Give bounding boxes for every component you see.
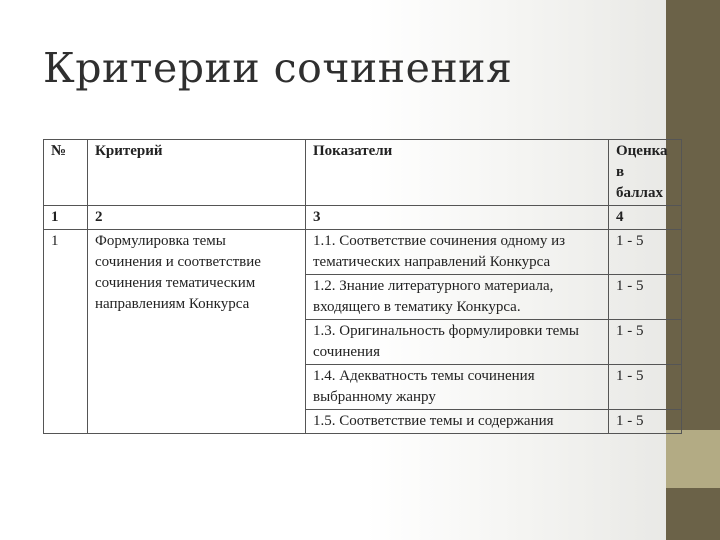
row-number: 1	[44, 230, 88, 434]
indicator-cell	[306, 320, 609, 365]
indicator-cell	[306, 410, 609, 434]
indicator-line: выбранному жанру	[313, 389, 436, 405]
score-cell: 1 - 5	[609, 275, 682, 320]
indicator-line: 1.4. Адекватность темы сочинения	[313, 368, 535, 384]
criteria-table	[43, 139, 682, 434]
criterion-line: сочинения и соответствие	[95, 254, 261, 270]
column-number: 4	[609, 206, 682, 230]
side-band-accent	[666, 430, 720, 488]
criterion-cell	[88, 230, 306, 434]
score-cell: 1 - 5	[609, 230, 682, 275]
header-score	[609, 140, 682, 206]
indicator-line: сочинения	[313, 344, 380, 360]
table-header-row	[44, 140, 682, 206]
header-score-line: баллах	[616, 185, 663, 201]
indicator-line: тематических направлений Конкурса	[313, 254, 551, 270]
column-number-row	[44, 206, 682, 230]
criterion-line: сочинения тематическим	[95, 275, 256, 291]
indicator-cell	[306, 275, 609, 320]
header-indicators: Показатели	[306, 140, 609, 206]
indicator-line: 1.1. Соответствие сочинения одному из	[313, 233, 566, 249]
slide-title: Критерии сочинения	[43, 44, 513, 92]
score-cell: 1 - 5	[609, 320, 682, 365]
indicator-line: 1.3. Оригинальность формулировки темы	[313, 323, 579, 339]
header-score-line: Оценка	[616, 143, 668, 159]
score-cell: 1 - 5	[609, 365, 682, 410]
indicator-cell	[306, 230, 609, 275]
header-number: №	[44, 140, 88, 206]
column-number: 1	[44, 206, 88, 230]
indicator-line: 1.2. Знание литературного материала,	[313, 278, 554, 294]
header-score-line: в	[616, 164, 625, 180]
criterion-line: направлениям Конкурса	[95, 296, 250, 312]
indicator-line: входящего в тематику Конкурса.	[313, 299, 521, 315]
column-number: 3	[306, 206, 609, 230]
column-number: 2	[88, 206, 306, 230]
criterion-line: Формулировка темы	[95, 233, 226, 249]
indicator-cell	[306, 365, 609, 410]
header-criterion: Критерий	[88, 140, 306, 206]
score-cell: 1 - 5	[609, 410, 682, 434]
table-row	[44, 230, 682, 275]
indicator-line: 1.5. Соответствие темы и содержания	[313, 413, 554, 429]
